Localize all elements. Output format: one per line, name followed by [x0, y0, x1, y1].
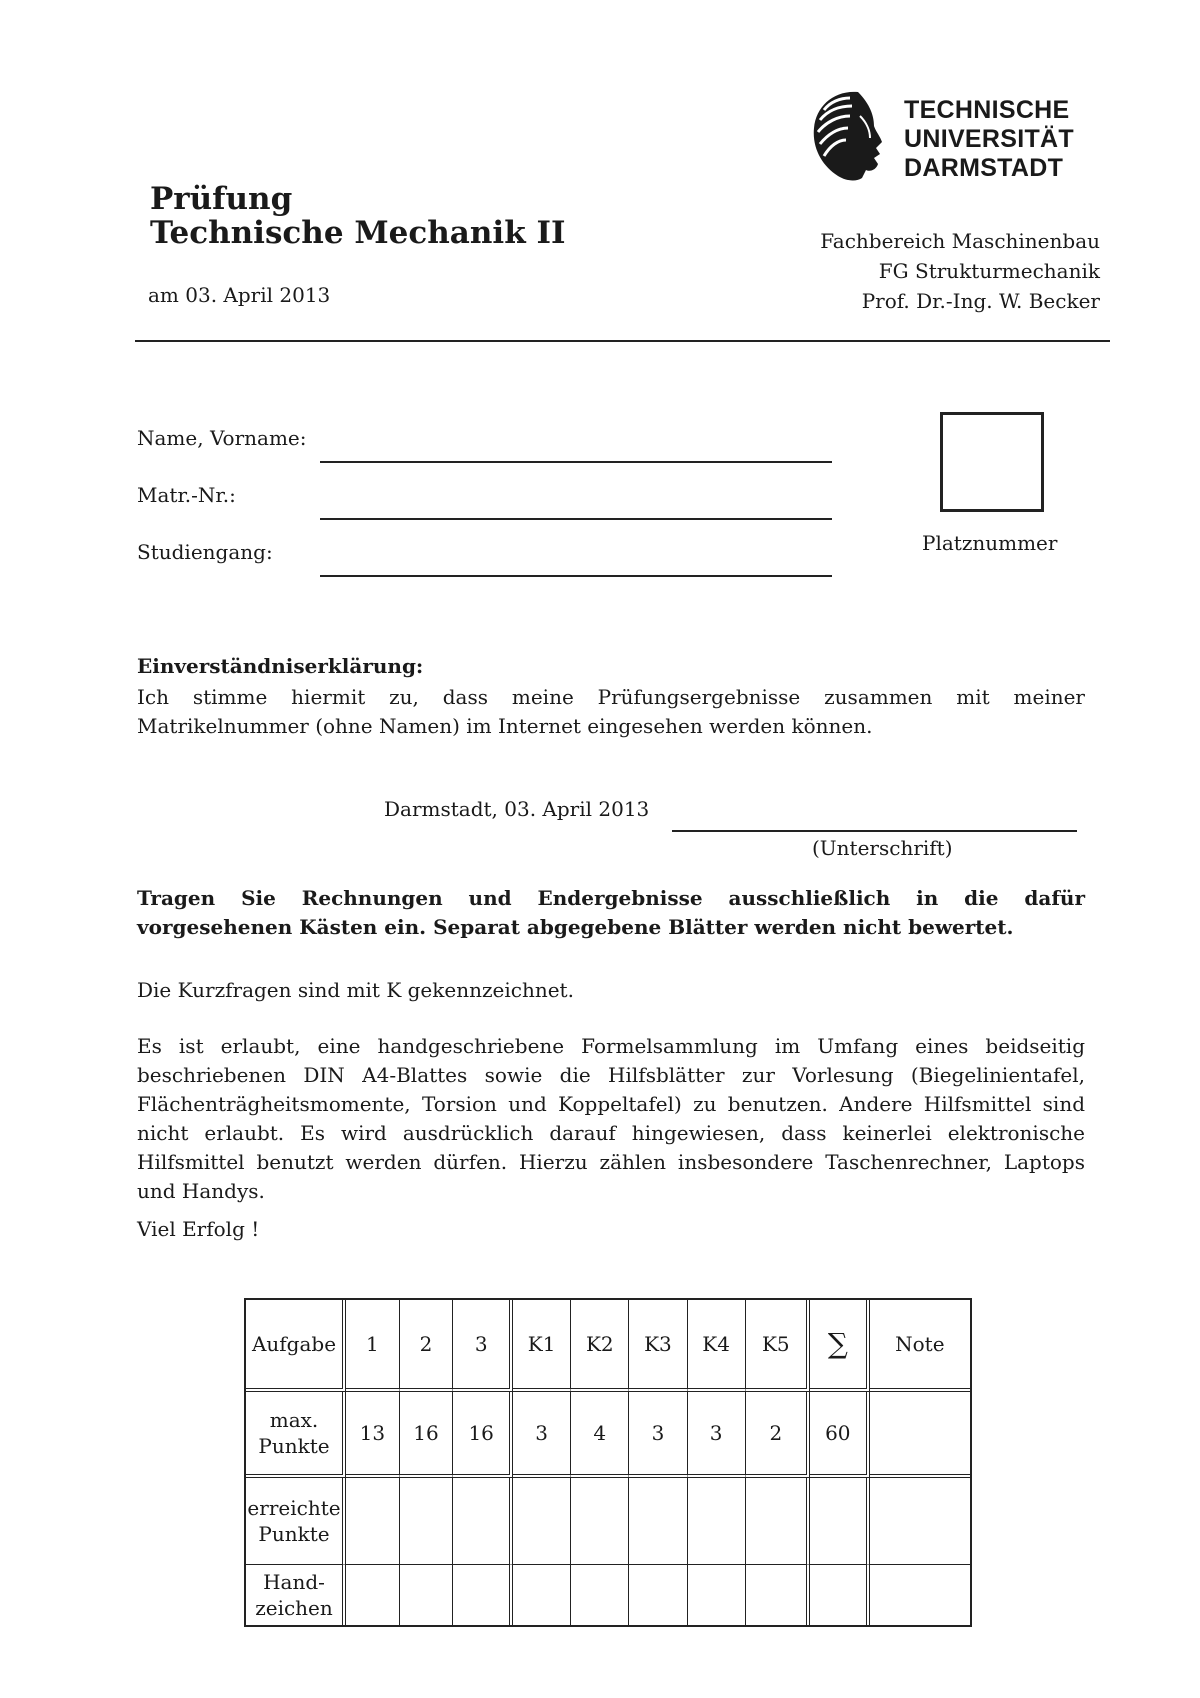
- score-input-cell[interactable]: [688, 1478, 746, 1565]
- table-cell: 16: [453, 1392, 513, 1478]
- seat-number-label: Platznummer: [922, 531, 1058, 555]
- max-points-label-line1: max.: [269, 1408, 319, 1432]
- matr-label: Matr.-Nr.:: [137, 483, 236, 507]
- initials-input-cell[interactable]: [453, 1565, 513, 1625]
- place-date: Darmstadt, 03. April 2013: [384, 797, 650, 821]
- table-cell: 3: [453, 1300, 513, 1392]
- table-row: [246, 1478, 970, 1565]
- table-cell: [246, 1392, 346, 1478]
- table-cell: 3: [629, 1392, 687, 1478]
- table-cell: 2: [400, 1300, 454, 1392]
- table-cell: 13: [346, 1392, 400, 1478]
- sum-symbol-cell: ∑: [810, 1300, 870, 1392]
- university-logo: [800, 86, 1100, 186]
- score-table: [244, 1298, 972, 1627]
- short-questions-note: Die Kurzfragen sind mit K gekennzeichnet.: [137, 978, 574, 1002]
- initials-label-line1: Hand-: [263, 1570, 325, 1594]
- table-cell: K3: [629, 1300, 687, 1392]
- table-cell: Aufgabe: [246, 1300, 346, 1392]
- score-input-cell[interactable]: [513, 1478, 571, 1565]
- university-name: [904, 96, 1074, 183]
- research-group: FG Strukturmechanik: [878, 259, 1100, 283]
- table-cell: 4: [571, 1392, 629, 1478]
- table-cell: Note: [870, 1300, 970, 1392]
- university-name-line3: DARMSTADT: [904, 154, 1064, 182]
- score-input-cell[interactable]: [400, 1478, 454, 1565]
- initials-input-cell[interactable]: [629, 1565, 687, 1625]
- consent-text: Ich stimme hiermit zu, dass meine Prüfungsergebnisse zusammen mit meiner Matrikelnummer (ohne Namen) im Internet eingesehen werden können.: [137, 685, 1085, 738]
- name-field[interactable]: [320, 461, 832, 463]
- exam-title-line1: Prüfung: [150, 181, 293, 217]
- table-cell: K2: [571, 1300, 629, 1392]
- table-cell: 3: [513, 1392, 571, 1478]
- exam-title: [150, 182, 565, 250]
- score-input-cell[interactable]: [346, 1478, 400, 1565]
- program-field[interactable]: [320, 575, 832, 577]
- score-input-cell[interactable]: [870, 1478, 970, 1565]
- header-divider: [135, 340, 1110, 342]
- max-points-label-line2: Punkte: [258, 1434, 330, 1458]
- initials-input-cell[interactable]: [346, 1565, 400, 1625]
- good-luck: Viel Erfolg !: [137, 1217, 260, 1241]
- table-row: [246, 1565, 970, 1625]
- exam-title-line2: Technische Mechanik II: [150, 215, 566, 251]
- university-name-line2: UNIVERSITÄT: [904, 125, 1074, 153]
- signature-field[interactable]: [672, 830, 1077, 832]
- initials-input-cell[interactable]: [870, 1565, 970, 1625]
- professor: Prof. Dr.-Ing. W. Becker: [861, 289, 1100, 313]
- table-cell: 3: [688, 1392, 746, 1478]
- name-label: Name, Vorname:: [137, 426, 307, 450]
- seat-number-box[interactable]: [940, 412, 1044, 512]
- score-input-cell[interactable]: [629, 1478, 687, 1565]
- table-row: [246, 1300, 970, 1392]
- consent-heading: Einverständniserklärung:: [137, 654, 424, 678]
- initials-input-cell[interactable]: [688, 1565, 746, 1625]
- table-cell: K5: [746, 1300, 810, 1392]
- table-cell: 1: [346, 1300, 400, 1392]
- signature-label: (Unterschrift): [812, 836, 953, 860]
- initials-input-cell[interactable]: [400, 1565, 454, 1625]
- table-cell: 60: [810, 1392, 870, 1478]
- exam-date: am 03. April 2013: [148, 283, 331, 307]
- table-cell: [246, 1478, 346, 1565]
- table-cell: K4: [688, 1300, 746, 1392]
- score-input-cell[interactable]: [746, 1478, 810, 1565]
- table-cell: K1: [513, 1300, 571, 1392]
- table-cell: [246, 1565, 346, 1625]
- score-input-cell[interactable]: [453, 1478, 513, 1565]
- score-input-cell[interactable]: [810, 1478, 870, 1565]
- table-cell: 16: [400, 1392, 454, 1478]
- table-cell: [870, 1392, 970, 1478]
- submission-note: Tragen Sie Rechnungen und Endergebnisse ausschließlich in die dafür vorgesehenen Kästen ein. Separat abgegebene Blätter werden nicht bewertet.: [137, 886, 1085, 939]
- table-cell: 2: [746, 1392, 810, 1478]
- initials-label-line2: zeichen: [255, 1596, 333, 1620]
- program-label: Studiengang:: [137, 540, 273, 564]
- department: Fachbereich Maschinenbau: [820, 229, 1100, 253]
- table-row: [246, 1392, 970, 1478]
- department-block: [820, 226, 1100, 316]
- initials-input-cell[interactable]: [810, 1565, 870, 1625]
- score-input-cell[interactable]: [571, 1478, 629, 1565]
- university-name-line1: TECHNISCHE: [904, 96, 1070, 124]
- athena-head-icon: [800, 86, 900, 186]
- initials-input-cell[interactable]: [513, 1565, 571, 1625]
- achieved-label-line1: erreichte: [247, 1496, 341, 1520]
- initials-input-cell[interactable]: [571, 1565, 629, 1625]
- achieved-label-line2: Punkte: [258, 1522, 330, 1546]
- initials-input-cell[interactable]: [746, 1565, 810, 1625]
- aids-note: Es ist erlaubt, eine handgeschriebene Formelsammlung im Umfang eines beidseitig beschriebenen DIN A4-Blattes sowie die Hilfsblätter zur Vorlesung (Biegelinientafel, Flächenträgheitsmomente, Torsion und Koppeltafel) zu benutzen. Andere Hilfsmittel sind nicht erlaubt. Es wird ausdrücklich darauf hingewiesen, dass keinerlei elektronische Hilfsmittel benutzt werden dürfen. Hierzu zählen insbesondere Taschenrechner, Laptops und Handys.: [137, 1034, 1085, 1203]
- matr-field[interactable]: [320, 518, 832, 520]
